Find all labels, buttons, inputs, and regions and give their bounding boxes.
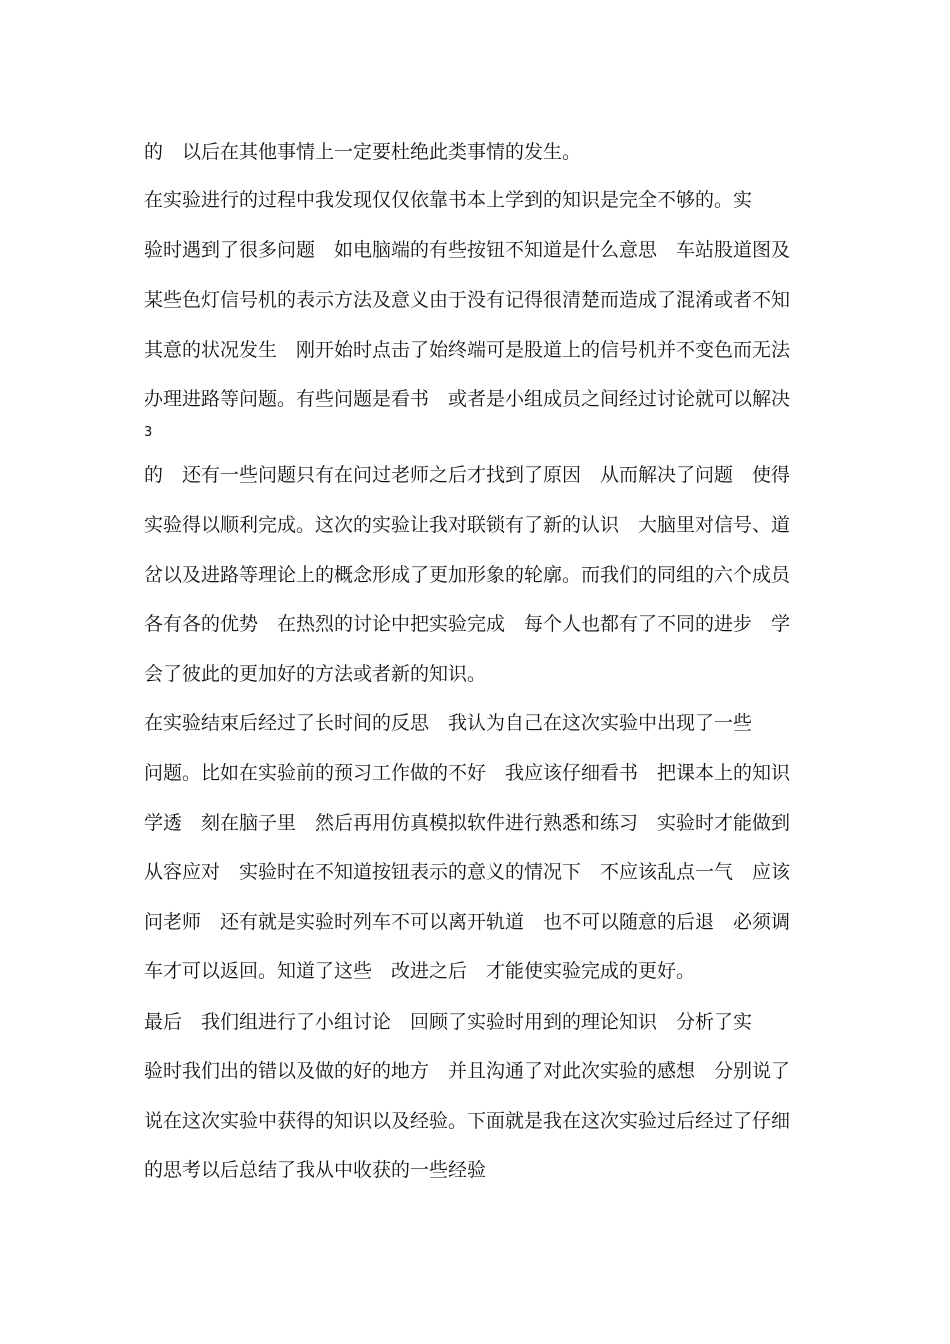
text-line-13: 问题。比如在实验前的预习工作做的不好 我应该仔细看书 把课本上的知识 — [144, 762, 791, 784]
text-line-11: 会了彼此的更加好的方法或者新的知识。 — [144, 663, 487, 685]
text-line-14: 学透 刻在脑子里 然后再用仿真模拟软件进行熟悉和练习 实验时才能做到 — [144, 812, 791, 834]
page-number: 3 — [144, 425, 153, 440]
text-line-3: 验时遇到了很多问题 如电脑端的有些按钮不知道是什么意思 车站股道图及 — [144, 239, 791, 261]
text-line-9: 岔以及进路等理论上的概念形成了更加形象的轮廓。而我们的同组的六个成员 — [144, 564, 791, 586]
text-line-7: 的 还有一些问题只有在问过老师之后才找到了原因 从而解决了问题 使得 — [144, 464, 791, 486]
text-line-21: 的思考以后总结了我从中收获的一些经验 — [144, 1159, 487, 1181]
text-line-10: 各有各的优势 在热烈的讨论中把实验完成 每个人也都有了不同的进步 学 — [144, 613, 791, 635]
text-line-19: 验时我们出的错以及做的好的地方 并且沟通了对此次实验的感想 分别说了 — [144, 1060, 791, 1082]
text-line-6: 办理进路等问题。有些问题是看书 或者是小组成员之间经过讨论就可以解决 — [144, 388, 791, 410]
text-line-12: 在实验结束后经过了长时间的反思 我认为自己在这次实验中出现了一些 — [144, 712, 753, 734]
text-line-4: 某些色灯信号机的表示方法及意义由于没有记得很清楚而造成了混淆或者不知 — [144, 289, 791, 311]
text-line-8: 实验得以顺利完成。这次的实验让我对联锁有了新的认识 大脑里对信号、道 — [144, 514, 791, 536]
text-line-15: 从容应对 实验时在不知道按钮表示的意义的情况下 不应该乱点一气 应该 — [144, 861, 791, 883]
text-line-5: 其意的状况发生 刚开始时点击了始终端可是股道上的信号机并不变色而无法 — [144, 339, 791, 361]
text-line-20: 说在这次实验中获得的知识以及经验。下面就是我在这次实验过后经过了仔细 — [144, 1110, 791, 1132]
text-line-16: 问老师 还有就是实验时列车不可以离开轨道 也不可以随意的后退 必须调 — [144, 911, 791, 933]
text-line-17: 车才可以返回。知道了这些 改进之后 才能使实验完成的更好。 — [144, 960, 696, 982]
text-line-18: 最后 我们组进行了小组讨论 回顾了实验时用到的理论知识 分析了实 — [144, 1011, 753, 1033]
text-line-1: 的 以后在其他事情上一定要杜绝此类事情的发生。 — [144, 141, 582, 163]
text-line-2: 在实验进行的过程中我发现仅仅依靠书本上学到的知识是完全不够的。实 — [144, 189, 753, 211]
